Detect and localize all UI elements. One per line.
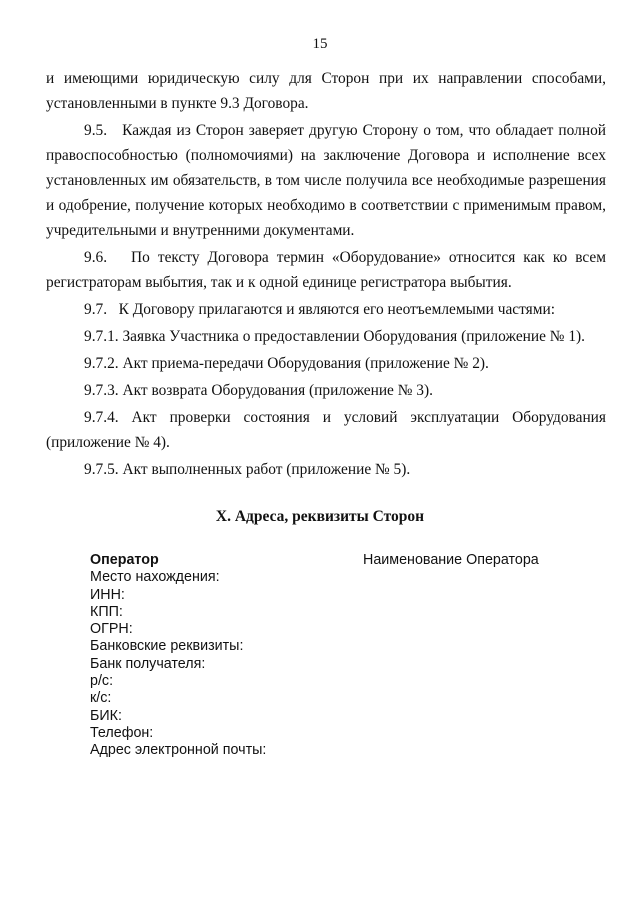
field-email: Адрес электронной почты:	[90, 742, 267, 759]
section-title: X. Адреса, реквизиты Сторон	[215, 508, 425, 525]
paragraph-9-5: 9.5. Каждая из Сторон заверяет другую Сторону о том, что обладает полной правоспособностью (полномочиями) на заключение Договора и исполнение всех установленных им обязательств, в том числе получила все необходимые разрешения и одобрение, получение которых необходимо в соответствии с применимым правом, учредительными и внутренними документами.	[46, 122, 606, 239]
paragraph-9-6: 9.6. По тексту Договора термин «Оборудование» относится как ко всем регистраторам выбытия, так и к одной единице регистратора выбытия.	[46, 249, 606, 291]
field-corr-account: к/с:	[90, 690, 112, 707]
field-bank-details: Банковские реквизиты:	[90, 638, 244, 655]
field-kpp: КПП:	[90, 603, 123, 620]
field-ogrn: ОГРН:	[90, 621, 133, 638]
page-number: 15	[312, 36, 328, 52]
paragraph-continuation: и имеющими юридическую силу для Сторон при их направлении способами, установленными в пункте 9.3 Договора.	[46, 70, 606, 112]
paragraph-9-7-1: 9.7.1. Заявка Участника о предоставлении Оборудования (приложение № 1).	[84, 328, 586, 345]
operator-heading: Оператор	[90, 552, 159, 568]
paragraph-9-7-2: 9.7.2. Акт приема-передачи Оборудования (приложение № 2).	[84, 355, 489, 372]
paragraph-9-7-3: 9.7.3. Акт возврата Оборудования (приложение № 3).	[84, 382, 433, 399]
field-phone: Телефон:	[90, 724, 154, 741]
field-bik: БИК:	[90, 707, 122, 724]
paragraph-9-7-5: 9.7.5. Акт выполненных работ (приложение № 5).	[84, 461, 411, 478]
field-bank: Банк получателя:	[90, 655, 206, 672]
body-text	[46, 66, 606, 484]
paragraph-9-7-4: 9.7.4. Акт проверки состояния и условий эксплуатации Оборудования (приложение № 4).	[46, 409, 606, 451]
paragraph-9-7: 9.7. К Договору прилагаются и являются его неотъемлемыми частями:	[84, 301, 555, 318]
field-address: Место нахождения:	[90, 569, 220, 586]
operator-requisites	[90, 552, 590, 760]
field-account: р/с:	[90, 673, 114, 690]
field-inn: ИНН:	[90, 586, 125, 603]
operator-name: Наименование Оператора	[363, 552, 539, 568]
